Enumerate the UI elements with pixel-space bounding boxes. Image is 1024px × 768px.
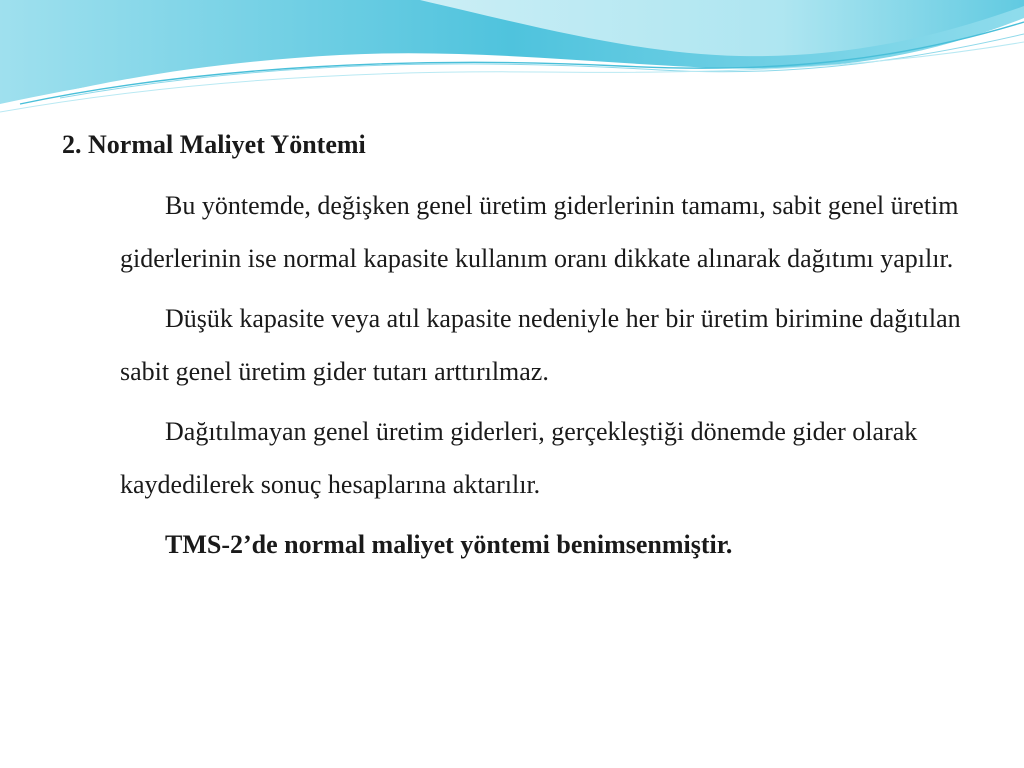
paragraph-1: Bu yöntemde, değişken genel üretim giderlerinin tamamı, sabit genel üretim giderlerinin ise normal kapasite kullanım oranı dikkate alınarak dağıtımı yapılır. bbox=[120, 191, 959, 273]
paragraph-conclusion: TMS-2’de normal maliyet yöntemi benimsenmiştir. bbox=[165, 530, 733, 559]
slide-heading: 2. Normal Maliyet Yöntemi bbox=[62, 130, 366, 159]
paragraph-2: Düşük kapasite veya atıl kapasite nedeniyle her bir üretim birimine dağıtılan sabit genel üretim gider tutarı arttırılmaz. bbox=[120, 304, 961, 386]
decorative-wave-banner bbox=[0, 0, 1024, 120]
slide-body bbox=[120, 179, 980, 578]
paragraph-3: Dağıtılmayan genel üretim giderleri, gerçekleştiği dönemde gider olarak kaydedilerek sonuç hesaplarına aktarılır. bbox=[120, 417, 918, 499]
